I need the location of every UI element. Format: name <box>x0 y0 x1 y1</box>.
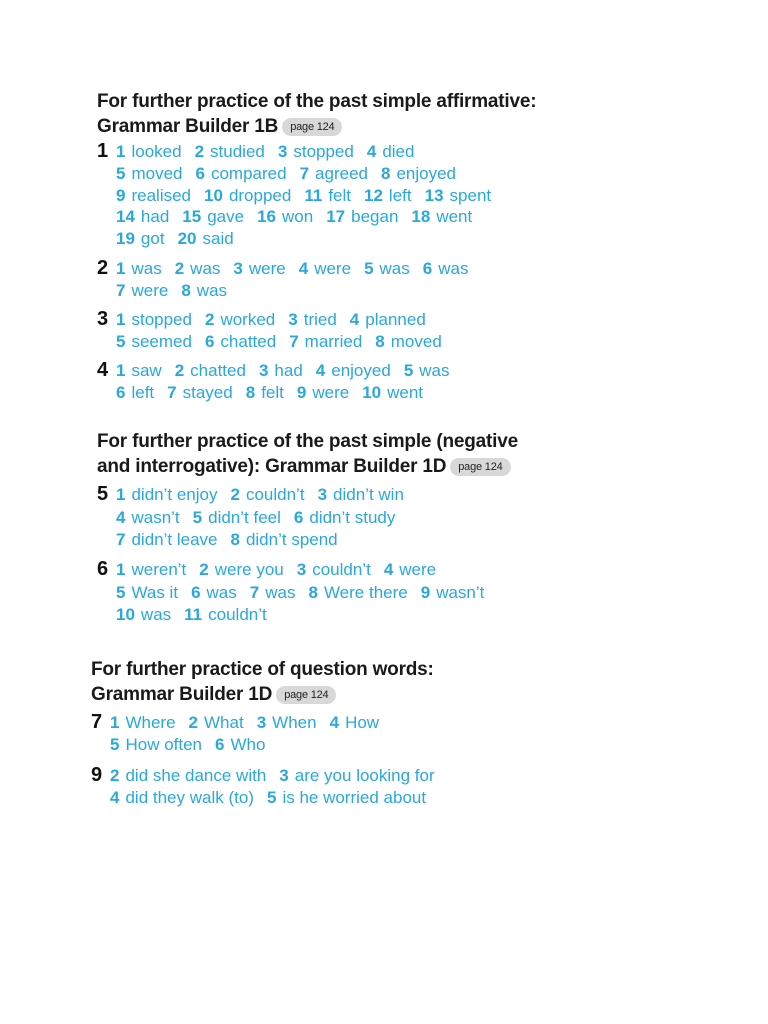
answer-item <box>189 713 244 732</box>
answer-text: stayed <box>182 383 233 402</box>
answer-text: chatted <box>190 361 246 380</box>
answer-line <box>110 765 448 787</box>
answer-number: 10 <box>116 605 135 624</box>
answer-number: 1 <box>116 485 126 504</box>
answer-number: 5 <box>110 735 120 754</box>
answer-text: was <box>438 259 469 278</box>
answer-text: is he worried about <box>282 788 427 807</box>
answer-item <box>300 164 368 183</box>
answer-number: 2 <box>188 713 199 732</box>
answer-number: 17 <box>326 207 346 226</box>
answer-item <box>116 259 162 278</box>
answer-line <box>116 258 481 280</box>
section-heading-1 <box>97 89 536 139</box>
answer-number: 18 <box>411 207 431 226</box>
answer-number: 6 <box>195 164 205 183</box>
answer-item <box>246 383 284 402</box>
answer-item <box>367 142 415 161</box>
answer-number: 9 <box>296 383 307 402</box>
answer-line <box>116 141 427 163</box>
answer-text: felt <box>261 383 284 402</box>
answer-number: 20 <box>177 229 197 248</box>
answer-item <box>297 560 371 579</box>
answer-item <box>288 310 337 329</box>
answer-text: didn’t feel <box>208 508 281 527</box>
answer-number: 7 <box>299 164 310 183</box>
answer-line <box>116 582 497 604</box>
answer-number: 3 <box>279 766 289 785</box>
answer-text: said <box>202 229 234 248</box>
answer-text: tried <box>303 310 337 329</box>
answer-line <box>116 331 455 353</box>
answer-number: 11 <box>304 186 323 205</box>
answer-item <box>411 207 472 226</box>
section-heading-3 <box>91 657 434 707</box>
answer-number: 8 <box>380 164 391 183</box>
answer-text: were <box>312 383 350 402</box>
answer-text: left <box>131 383 155 402</box>
answer-number: 8 <box>230 530 240 549</box>
answer-text: spent <box>449 186 492 205</box>
answer-number: 5 <box>192 508 203 527</box>
answer-item <box>181 281 227 300</box>
answer-text: were <box>131 281 169 300</box>
answer-number: 2 <box>230 485 240 504</box>
answer-item <box>116 164 183 183</box>
answer-item <box>316 361 391 380</box>
heading-line: Grammar Builder 1B <box>97 116 279 137</box>
answer-item <box>364 186 412 205</box>
answer-text: chatted <box>220 332 277 351</box>
answer-text: was <box>379 259 410 278</box>
answer-item <box>404 361 450 380</box>
answer-text: didn’t win <box>333 485 404 504</box>
answer-text: went <box>436 207 473 226</box>
answer-text: were <box>314 259 352 278</box>
answer-number: 19 <box>116 229 135 248</box>
exercise-number: 6 <box>97 558 109 580</box>
answer-item <box>318 485 404 504</box>
answer-text: Where <box>125 713 176 732</box>
answer-number: 8 <box>375 332 385 351</box>
answer-line <box>116 604 280 626</box>
answer-text: looked <box>131 142 182 161</box>
answer-item <box>294 508 395 527</box>
answer-number: 7 <box>249 583 260 602</box>
answer-text: Who <box>230 735 266 754</box>
answer-item <box>381 164 456 183</box>
answer-item <box>364 259 410 278</box>
page-reference-badge: page 124 <box>450 458 510 476</box>
answer-number: 4 <box>110 788 120 807</box>
answer-text: did she dance with <box>125 766 267 785</box>
answer-text: went <box>387 383 424 402</box>
answer-number: 1 <box>116 259 126 278</box>
answer-item <box>116 560 186 579</box>
answer-number: 3 <box>288 310 298 329</box>
exercise-number: 3 <box>97 308 109 330</box>
answer-item <box>116 186 191 205</box>
exercise-number: 2 <box>97 257 109 279</box>
answer-line <box>116 529 351 551</box>
answer-text: died <box>382 142 415 161</box>
answer-text: didn’t spend <box>245 530 338 549</box>
answer-item <box>116 229 165 248</box>
answer-text: did they walk (to) <box>125 788 254 807</box>
answer-item <box>116 332 192 351</box>
answer-text: were <box>399 560 437 579</box>
answer-line <box>116 185 504 207</box>
answer-item <box>110 788 254 807</box>
answer-number: 3 <box>258 361 269 380</box>
answer-number: 16 <box>257 207 277 226</box>
answer-line <box>116 228 247 250</box>
answer-number: 6 <box>116 383 126 402</box>
answer-number: 5 <box>364 259 374 278</box>
answer-number: 14 <box>116 207 135 226</box>
answer-line <box>116 360 463 382</box>
answer-number: 6 <box>215 735 225 754</box>
answer-number: 5 <box>266 788 277 807</box>
answer-item <box>362 383 423 402</box>
answer-text: Was it <box>131 583 179 602</box>
answer-text: compared <box>210 164 287 183</box>
answer-item <box>299 259 351 278</box>
answer-item <box>116 310 192 329</box>
answer-item <box>257 207 313 226</box>
answer-number: 4 <box>383 560 394 579</box>
answer-line <box>116 163 469 185</box>
answer-item <box>116 207 169 226</box>
answer-text: was <box>419 361 450 380</box>
answer-number: 4 <box>298 259 309 278</box>
answer-text: moved <box>131 164 183 183</box>
answer-line <box>116 507 408 529</box>
answer-line <box>110 787 439 809</box>
answer-text: enjoyed <box>331 361 391 380</box>
answer-number: 9 <box>420 583 431 602</box>
answer-item <box>350 310 426 329</box>
answer-text: weren’t <box>131 560 187 579</box>
answer-text: was <box>190 259 221 278</box>
answer-line <box>116 206 485 228</box>
heading-line: and interrogative): Grammar Builder 1D <box>97 456 447 477</box>
answer-item <box>116 361 162 380</box>
answer-item <box>267 788 426 807</box>
answer-item <box>110 766 266 785</box>
answer-text: couldn’t <box>312 560 371 579</box>
answer-item <box>175 361 246 380</box>
answer-item <box>116 530 217 549</box>
answer-number: 2 <box>110 766 120 785</box>
answer-number: 15 <box>182 207 202 226</box>
answer-number: 7 <box>116 281 126 300</box>
answer-line <box>116 280 240 302</box>
answer-number: 7 <box>167 383 177 402</box>
answer-line <box>116 559 449 581</box>
answer-text: How <box>345 713 380 732</box>
answer-number: 8 <box>181 281 191 300</box>
heading-line: For further practice of the past simple affirmative: <box>97 91 537 112</box>
answer-text: stopped <box>131 310 192 329</box>
answer-item <box>279 766 434 785</box>
answer-item <box>230 530 337 549</box>
answer-item <box>204 186 291 205</box>
answer-number: 6 <box>422 259 433 278</box>
answer-text: saw <box>131 361 162 380</box>
answer-number: 4 <box>366 142 377 161</box>
answer-item <box>196 164 287 183</box>
answer-text: are you looking for <box>294 766 435 785</box>
answer-number: 3 <box>256 713 267 732</box>
answer-number: 1 <box>110 713 120 732</box>
answer-item <box>182 207 244 226</box>
answer-item <box>175 259 221 278</box>
answer-number: 5 <box>116 583 126 602</box>
answer-text: got <box>140 229 165 248</box>
answer-item <box>215 735 265 754</box>
answer-text: was <box>140 605 172 624</box>
answer-text: was <box>196 281 228 300</box>
exercise-number: 7 <box>91 711 103 733</box>
answer-text: began <box>351 207 399 226</box>
exercise-number: 5 <box>97 483 109 505</box>
answer-item <box>110 735 202 754</box>
answer-number: 3 <box>233 259 243 278</box>
page-reference-badge: page 124 <box>282 118 342 136</box>
answer-item <box>330 713 379 732</box>
answer-text: were you <box>214 560 284 579</box>
answer-item <box>116 508 180 527</box>
answer-number: 6 <box>191 583 201 602</box>
answer-text: wasn’t <box>436 583 485 602</box>
answer-number: 3 <box>296 560 307 579</box>
answer-line <box>116 484 417 506</box>
answer-item <box>167 383 233 402</box>
answer-number: 2 <box>199 560 209 579</box>
answer-item <box>195 142 265 161</box>
answer-text: realised <box>131 186 192 205</box>
answer-number: 6 <box>204 332 215 351</box>
exercise-number: 4 <box>97 359 109 381</box>
answer-number: 3 <box>317 485 328 504</box>
answer-number: 2 <box>204 310 215 329</box>
answer-number: 5 <box>403 361 414 380</box>
answer-text: gave <box>207 207 245 226</box>
answer-line <box>116 309 439 331</box>
answer-item <box>425 186 492 205</box>
answer-text: felt <box>328 186 351 205</box>
answer-text: What <box>204 713 244 732</box>
answer-number: 2 <box>174 259 185 278</box>
answer-number: 4 <box>315 361 326 380</box>
answer-number: 10 <box>204 186 223 205</box>
answer-text: enjoyed <box>396 164 457 183</box>
answer-text: When <box>272 713 317 732</box>
answer-number: 11 <box>184 605 203 624</box>
answer-number: 7 <box>116 530 126 549</box>
answer-text: agreed <box>315 164 368 183</box>
answer-item <box>110 713 176 732</box>
answer-item <box>205 332 276 351</box>
answer-text: couldn’t <box>208 605 267 624</box>
answer-text: left <box>388 186 412 205</box>
answer-item <box>230 485 304 504</box>
answer-text: planned <box>365 310 426 329</box>
answer-text: didn’t leave <box>131 530 218 549</box>
answer-text: How often <box>125 735 203 754</box>
answer-item <box>233 259 285 278</box>
answer-number: 1 <box>116 361 126 380</box>
answer-text: were <box>248 259 286 278</box>
answer-number: 4 <box>329 713 340 732</box>
answer-item <box>297 383 349 402</box>
answer-text: studied <box>210 142 265 161</box>
answer-number: 4 <box>116 508 126 527</box>
answer-item <box>250 583 296 602</box>
answer-text: stopped <box>293 142 354 161</box>
answer-item <box>259 361 303 380</box>
answer-number: 2 <box>174 361 185 380</box>
answer-item <box>421 583 485 602</box>
answer-item <box>289 332 362 351</box>
answer-text: was <box>131 259 162 278</box>
answer-item <box>304 186 351 205</box>
answer-text: didn’t enjoy <box>131 485 218 504</box>
answer-text: dropped <box>228 186 292 205</box>
answer-item <box>308 583 407 602</box>
answer-item <box>116 583 178 602</box>
exercise-number: 9 <box>91 764 103 786</box>
answer-number: 2 <box>194 142 205 161</box>
answer-text: didn’t study <box>309 508 396 527</box>
answer-number: 1 <box>116 310 126 329</box>
heading-line: For further practice of question words: <box>91 659 434 680</box>
answer-item <box>384 560 436 579</box>
answer-item <box>116 281 168 300</box>
answer-text: won <box>282 207 314 226</box>
answer-item <box>116 142 182 161</box>
answer-item <box>205 310 275 329</box>
answer-number: 7 <box>289 332 299 351</box>
answer-item <box>278 142 354 161</box>
answer-number: 1 <box>116 560 126 579</box>
answer-item <box>116 605 171 624</box>
answer-item <box>178 229 234 248</box>
answer-item <box>375 332 442 351</box>
answer-number: 12 <box>364 186 383 205</box>
answer-number: 5 <box>116 332 126 351</box>
answer-item <box>257 713 317 732</box>
answer-number: 8 <box>308 583 318 602</box>
answer-text: had <box>140 207 170 226</box>
answer-line <box>116 382 436 404</box>
heading-line: Grammar Builder 1D <box>91 684 273 705</box>
answer-number: 8 <box>245 383 256 402</box>
answer-number: 1 <box>116 142 126 161</box>
answer-number: 10 <box>362 383 382 402</box>
answer-text: couldn’t <box>245 485 305 504</box>
answer-item <box>423 259 469 278</box>
answer-text: moved <box>390 332 442 351</box>
answer-text: married <box>304 332 363 351</box>
answer-number: 3 <box>277 142 288 161</box>
answer-text: wasn’t <box>131 508 180 527</box>
answer-item <box>326 207 398 226</box>
answer-line <box>110 712 392 734</box>
answer-line <box>110 734 278 756</box>
exercise-number: 1 <box>97 140 109 162</box>
answer-item <box>199 560 283 579</box>
answer-item <box>116 485 217 504</box>
page-reference-badge: page 124 <box>276 686 336 704</box>
answer-number: 4 <box>349 310 360 329</box>
answer-text: seemed <box>131 332 192 351</box>
answer-text: Were there <box>323 583 408 602</box>
answer-number: 13 <box>424 186 444 205</box>
answer-number: 6 <box>293 508 304 527</box>
answer-text: was <box>265 583 296 602</box>
answer-number: 5 <box>116 164 126 183</box>
answer-item <box>193 508 281 527</box>
answer-number: 9 <box>116 186 126 205</box>
answer-text: had <box>274 361 303 380</box>
answer-text: was <box>206 583 237 602</box>
answer-text: worked <box>220 310 276 329</box>
answer-item <box>191 583 237 602</box>
answer-item <box>184 605 267 624</box>
heading-line: For further practice of the past simple (negative <box>97 431 518 452</box>
section-heading-2 <box>97 429 518 479</box>
answer-item <box>116 383 154 402</box>
